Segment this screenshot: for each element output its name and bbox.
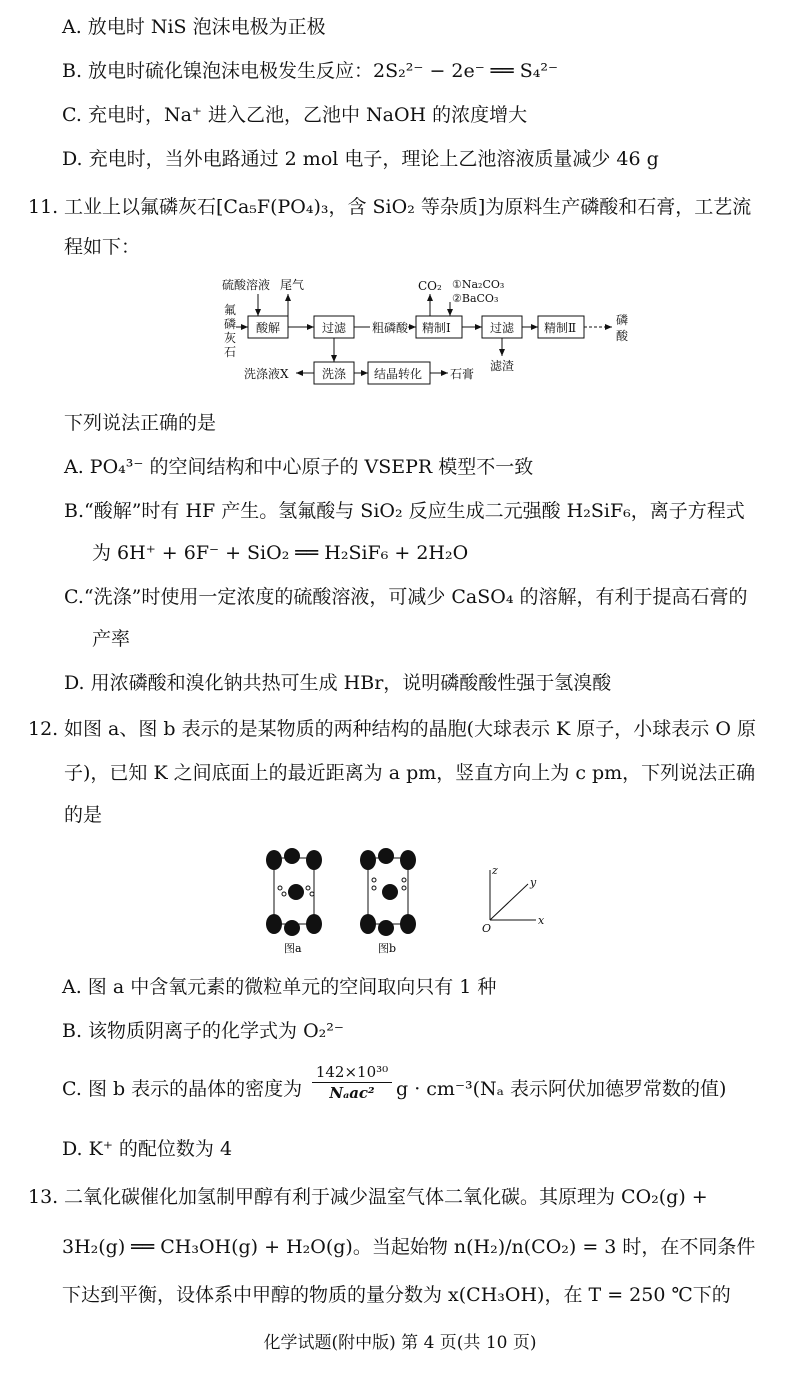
flow-wash: 洗涤 bbox=[322, 367, 347, 381]
fraction-denominator: Nₐac² bbox=[329, 1084, 375, 1102]
svg-text:磷: 磷 bbox=[224, 317, 237, 331]
flow-reagent1: ①Na₂CO₃ bbox=[452, 278, 505, 291]
q10-option-d: D. 充电时，当外电路通过 2 mol 电子，理论上乙池溶液质量减少 46 g bbox=[62, 148, 659, 170]
q11-option-d: D. 用浓磷酸和溴化钠共热可生成 HBr，说明磷酸酸性强于氢溴酸 bbox=[64, 672, 612, 694]
q12-number: 12. bbox=[28, 718, 59, 740]
q11-stem-line2: 程如下： bbox=[64, 236, 141, 258]
flow-co2: CO₂ bbox=[418, 279, 442, 293]
q12-stem-line3: 的是 bbox=[64, 804, 103, 826]
flow-residue: 滤渣 bbox=[490, 359, 515, 373]
flow-input-sulfuric: 硫酸溶液 bbox=[222, 278, 271, 292]
q12-stem-line1: 如图 a、图 b 表示的是某物质的两种结构的晶胞(大球表示 K 原子，小球表示 O 原 bbox=[64, 718, 756, 740]
svg-text:氟: 氟 bbox=[224, 303, 237, 317]
fig-b-label: 图b bbox=[378, 942, 397, 955]
flow-acid-leach: 酸解 bbox=[256, 321, 281, 335]
axis-origin-label: O bbox=[482, 922, 492, 935]
q11-option-b-line2: 为 6H⁺ + 6F⁻ + SiO₂ ══ H₂SiF₆ + 2H₂O bbox=[92, 542, 469, 564]
q13-line2: 3H₂(g) ══ CH₃OH(g) + H₂O(g)。当起始物 n(H₂)/n(CO₂) = 3 时，在不同条件 bbox=[62, 1236, 756, 1258]
q12-option-c-prefix: C. 图 b 表示的晶体的密度为 bbox=[62, 1078, 303, 1100]
q12-crystal-figures bbox=[258, 848, 558, 964]
flow-filter2: 过滤 bbox=[490, 321, 515, 335]
page-footer: 化学试题(附中版) 第 4 页(共 10 页) bbox=[263, 1333, 537, 1353]
q11-prompt: 下列说法正确的是 bbox=[64, 412, 217, 434]
q12-option-c-suffix: g · cm⁻³(Nₐ 表示阿伏加德罗常数的值) bbox=[396, 1078, 727, 1100]
flow-wash-liquid: 洗涤液X bbox=[244, 367, 289, 381]
q13-number: 13. bbox=[28, 1186, 59, 1208]
flow-gypsum: 石膏 bbox=[450, 367, 475, 381]
q13-line3: 下达到平衡，设体系中甲醇的物质的量分数为 x(CH₃OH)，在 T = 250 ℃下的 bbox=[62, 1284, 731, 1306]
flow-filter1: 过滤 bbox=[322, 321, 347, 335]
q11-option-c-line2: 产率 bbox=[92, 628, 131, 650]
q12-option-b: B. 该物质阴离子的化学式为 O₂²⁻ bbox=[62, 1020, 344, 1042]
flow-refine2: 精制Ⅱ bbox=[544, 321, 577, 335]
fig-a-label: 图a bbox=[284, 942, 302, 955]
q10-option-a: A. 放电时 NiS 泡沫电极为正极 bbox=[62, 16, 326, 38]
q11-stem-line1: 工业上以氟磷灰石[Ca₅F(PO₄)₃，含 SiO₂ 等杂质]为原料生产磷酸和石膏，工艺流 bbox=[64, 196, 752, 218]
flow-crystallize: 结晶转化 bbox=[374, 367, 423, 381]
svg-text:石: 石 bbox=[224, 345, 237, 359]
q11-option-b-line1: B.“酸解”时有 HF 产生。氢氟酸与 SiO₂ 反应生成二元强酸 H₂SiF₆，离子方程式 bbox=[64, 500, 745, 522]
q12-option-a: A. 图 a 中含氧元素的微粒单元的空间取向只有 1 种 bbox=[62, 976, 497, 998]
crystal-cell-a bbox=[266, 848, 322, 955]
q11-option-a: A. PO₄³⁻ 的空间结构和中心原子的 VSEPR 模型不一致 bbox=[64, 456, 534, 478]
flow-crude-acid: 粗磷酸 bbox=[372, 321, 409, 335]
axis-x-label: x bbox=[538, 914, 545, 927]
crystal-cell-b bbox=[360, 848, 416, 955]
q10-option-c: C. 充电时，Na⁺ 进入乙池，乙池中 NaOH 的浓度增大 bbox=[62, 104, 528, 126]
svg-text:酸: 酸 bbox=[616, 329, 629, 343]
flow-raw-material bbox=[224, 303, 236, 359]
q11-flow-diagram bbox=[218, 272, 638, 390]
q12-option-c-fraction bbox=[312, 1062, 392, 1103]
axis-y-label: y bbox=[530, 876, 537, 889]
axis-z-label: z bbox=[492, 864, 498, 877]
q12-option-d: D. K⁺ 的配位数为 4 bbox=[62, 1138, 233, 1160]
flow-refine1: 精制Ⅰ bbox=[422, 321, 451, 335]
flow-reagent2: ②BaCO₃ bbox=[452, 292, 499, 305]
q11-option-c-line1: C.“洗涤”时使用一定浓度的硫酸溶液，可减少 CaSO₄ 的溶解，有利于提高石膏的 bbox=[64, 586, 748, 608]
fraction-numerator: 142×10³⁰ bbox=[312, 1062, 392, 1083]
q12-stem-line2: 子)，已知 K 之间底面上的最近距离为 a pm，竖直方向上为 c pm，下列说法正确 bbox=[64, 762, 756, 784]
q11-number: 11. bbox=[28, 196, 59, 218]
q13-line1: 二氧化碳催化加氢制甲醇有利于减少温室气体二氧化碳。其原理为 CO₂(g) + bbox=[64, 1186, 708, 1208]
flow-product-acid bbox=[616, 312, 629, 343]
flow-exhaust: 尾气 bbox=[280, 278, 305, 292]
q10-option-b: B. 放电时硫化镍泡沫电极发生反应：2S₂²⁻ − 2e⁻ ══ S₄²⁻ bbox=[62, 60, 559, 82]
svg-text:磷: 磷 bbox=[616, 313, 629, 327]
svg-text:灰: 灰 bbox=[224, 331, 237, 345]
